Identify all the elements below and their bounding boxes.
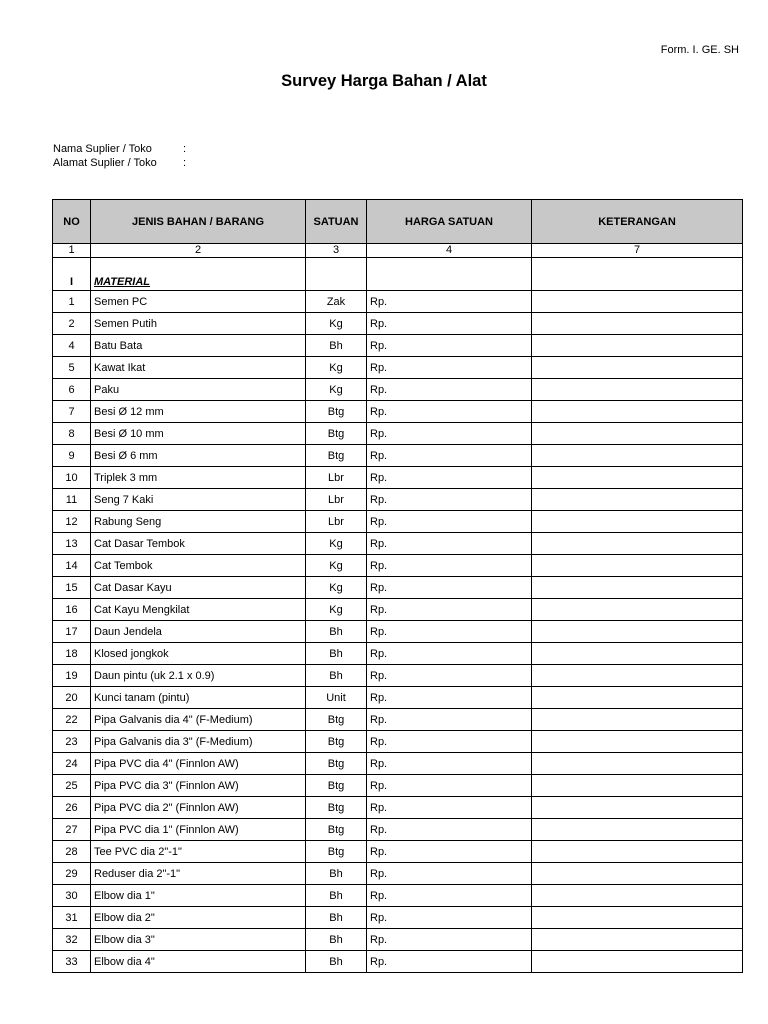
row-number: 16 bbox=[53, 599, 91, 621]
row-unit: Kg bbox=[306, 357, 367, 379]
supplier-address-separator: : bbox=[183, 157, 187, 169]
row-price: Rp. bbox=[367, 533, 532, 555]
table-row bbox=[53, 775, 743, 797]
row-item-name: Daun pintu (uk 2.1 x 0.9) bbox=[91, 665, 306, 687]
row-item-name: Semen Putih bbox=[91, 313, 306, 335]
row-number: 31 bbox=[53, 907, 91, 929]
row-unit: Kg bbox=[306, 577, 367, 599]
table-row bbox=[53, 665, 743, 687]
table-row bbox=[53, 489, 743, 511]
section-name-cell bbox=[91, 258, 306, 291]
row-item-name: Elbow dia 2" bbox=[91, 907, 306, 929]
row-number: 30 bbox=[53, 885, 91, 907]
row-price: Rp. bbox=[367, 687, 532, 709]
row-price: Rp. bbox=[367, 797, 532, 819]
row-price: Rp. bbox=[367, 577, 532, 599]
row-price: Rp. bbox=[367, 841, 532, 863]
header-no: NO bbox=[53, 200, 91, 244]
supplier-name-separator: : bbox=[183, 143, 187, 155]
row-number: 19 bbox=[53, 665, 91, 687]
section-unit-cell bbox=[306, 258, 367, 291]
row-unit: Kg bbox=[306, 379, 367, 401]
row-unit: Bh bbox=[306, 621, 367, 643]
row-notes bbox=[532, 511, 743, 533]
row-number: 20 bbox=[53, 687, 91, 709]
row-notes bbox=[532, 401, 743, 423]
row-item-name: Pipa Galvanis dia 3" (F-Medium) bbox=[91, 731, 306, 753]
row-notes bbox=[532, 335, 743, 357]
row-number: 28 bbox=[53, 841, 91, 863]
row-price: Rp. bbox=[367, 489, 532, 511]
table-row bbox=[53, 511, 743, 533]
row-notes bbox=[532, 379, 743, 401]
row-unit: Bh bbox=[306, 951, 367, 973]
row-unit: Lbr bbox=[306, 467, 367, 489]
table-row bbox=[53, 687, 743, 709]
row-item-name: Besi Ø 12 mm bbox=[91, 401, 306, 423]
row-unit: Kg bbox=[306, 313, 367, 335]
row-item-name: Seng 7 Kaki bbox=[91, 489, 306, 511]
row-item-name: Elbow dia 1" bbox=[91, 885, 306, 907]
row-unit: Kg bbox=[306, 533, 367, 555]
row-number: 9 bbox=[53, 445, 91, 467]
row-notes bbox=[532, 907, 743, 929]
row-item-name: Besi Ø 6 mm bbox=[91, 445, 306, 467]
row-unit: Btg bbox=[306, 423, 367, 445]
table-row bbox=[53, 313, 743, 335]
row-number: 10 bbox=[53, 467, 91, 489]
header-row bbox=[53, 200, 743, 244]
row-notes bbox=[532, 423, 743, 445]
header-item: JENIS BAHAN / BARANG bbox=[91, 200, 306, 244]
row-number: 33 bbox=[53, 951, 91, 973]
row-unit: Bh bbox=[306, 863, 367, 885]
row-price: Rp. bbox=[367, 863, 532, 885]
row-price: Rp. bbox=[367, 951, 532, 973]
row-number: 29 bbox=[53, 863, 91, 885]
row-unit: Bh bbox=[306, 665, 367, 687]
row-price: Rp. bbox=[367, 665, 532, 687]
row-unit: Unit bbox=[306, 687, 367, 709]
supplier-name-field bbox=[53, 143, 186, 155]
row-price: Rp. bbox=[367, 709, 532, 731]
section-name: MATERIAL bbox=[94, 276, 151, 288]
row-item-name: Paku bbox=[91, 379, 306, 401]
row-price: Rp. bbox=[367, 357, 532, 379]
row-number: 23 bbox=[53, 731, 91, 753]
row-number: 1 bbox=[53, 291, 91, 313]
row-unit: Zak bbox=[306, 291, 367, 313]
column-number: 1 bbox=[53, 244, 91, 258]
row-item-name: Besi Ø 10 mm bbox=[91, 423, 306, 445]
row-notes bbox=[532, 929, 743, 951]
row-number: 18 bbox=[53, 643, 91, 665]
table-row bbox=[53, 819, 743, 841]
table-row bbox=[53, 467, 743, 489]
supplier-address-label: Alamat Suplier / Toko bbox=[53, 157, 157, 169]
row-price: Rp. bbox=[367, 379, 532, 401]
row-item-name: Klosed jongkok bbox=[91, 643, 306, 665]
row-unit: Bh bbox=[306, 907, 367, 929]
row-unit: Kg bbox=[306, 599, 367, 621]
table-row bbox=[53, 555, 743, 577]
row-number: 6 bbox=[53, 379, 91, 401]
row-unit: Btg bbox=[306, 445, 367, 467]
row-item-name: Tee PVC dia 2"-1" bbox=[91, 841, 306, 863]
table-row bbox=[53, 907, 743, 929]
row-item-name: Semen PC bbox=[91, 291, 306, 313]
row-notes bbox=[532, 841, 743, 863]
row-number: 8 bbox=[53, 423, 91, 445]
row-item-name: Cat Dasar Tembok bbox=[91, 533, 306, 555]
row-price: Rp. bbox=[367, 467, 532, 489]
table-row bbox=[53, 797, 743, 819]
row-number: 15 bbox=[53, 577, 91, 599]
header-unit: SATUAN bbox=[306, 200, 367, 244]
row-unit: Bh bbox=[306, 885, 367, 907]
row-item-name: Rabung Seng bbox=[91, 511, 306, 533]
row-notes bbox=[532, 665, 743, 687]
row-notes bbox=[532, 555, 743, 577]
table-row bbox=[53, 951, 743, 973]
row-price: Rp. bbox=[367, 445, 532, 467]
row-item-name: Elbow dia 4" bbox=[91, 951, 306, 973]
row-number: 14 bbox=[53, 555, 91, 577]
row-notes bbox=[532, 885, 743, 907]
row-number: 27 bbox=[53, 819, 91, 841]
supplier-name-label: Nama Suplier / Toko bbox=[53, 143, 152, 155]
row-notes bbox=[532, 731, 743, 753]
column-number: 2 bbox=[91, 244, 306, 258]
row-unit: Kg bbox=[306, 555, 367, 577]
row-item-name: Cat Dasar Kayu bbox=[91, 577, 306, 599]
row-unit: Btg bbox=[306, 401, 367, 423]
row-item-name: Daun Jendela bbox=[91, 621, 306, 643]
row-number: 32 bbox=[53, 929, 91, 951]
row-number: 17 bbox=[53, 621, 91, 643]
section-row bbox=[53, 258, 743, 291]
row-notes bbox=[532, 621, 743, 643]
row-item-name: Kawat Ikat bbox=[91, 357, 306, 379]
table-row bbox=[53, 643, 743, 665]
row-unit: Btg bbox=[306, 819, 367, 841]
table-row bbox=[53, 599, 743, 621]
row-notes bbox=[532, 797, 743, 819]
table-row bbox=[53, 401, 743, 423]
row-notes bbox=[532, 643, 743, 665]
row-price: Rp. bbox=[367, 621, 532, 643]
table-row bbox=[53, 577, 743, 599]
row-notes bbox=[532, 577, 743, 599]
table-row bbox=[53, 731, 743, 753]
column-number: 3 bbox=[306, 244, 367, 258]
row-price: Rp. bbox=[367, 929, 532, 951]
row-item-name: Cat Kayu Mengkilat bbox=[91, 599, 306, 621]
row-number: 26 bbox=[53, 797, 91, 819]
row-unit: Btg bbox=[306, 797, 367, 819]
section-number: I bbox=[53, 258, 91, 291]
table-row bbox=[53, 929, 743, 951]
page-title: Survey Harga Bahan / Alat bbox=[281, 72, 487, 90]
row-unit: Lbr bbox=[306, 489, 367, 511]
form-code: Form. I. GE. SH bbox=[660, 44, 739, 56]
table-row bbox=[53, 533, 743, 555]
row-notes bbox=[532, 489, 743, 511]
row-price: Rp. bbox=[367, 753, 532, 775]
row-price: Rp. bbox=[367, 313, 532, 335]
row-notes bbox=[532, 951, 743, 973]
section-notes-cell bbox=[532, 258, 743, 291]
row-unit: Bh bbox=[306, 643, 367, 665]
row-unit: Bh bbox=[306, 335, 367, 357]
row-price: Rp. bbox=[367, 555, 532, 577]
header-notes: KETERANGAN bbox=[532, 200, 743, 244]
row-price: Rp. bbox=[367, 335, 532, 357]
row-notes bbox=[532, 291, 743, 313]
row-notes bbox=[532, 753, 743, 775]
row-number: 2 bbox=[53, 313, 91, 335]
row-notes bbox=[532, 687, 743, 709]
row-number: 24 bbox=[53, 753, 91, 775]
row-price: Rp. bbox=[367, 731, 532, 753]
row-item-name: Cat Tembok bbox=[91, 555, 306, 577]
row-number: 7 bbox=[53, 401, 91, 423]
table-row bbox=[53, 753, 743, 775]
row-item-name: Triplek 3 mm bbox=[91, 467, 306, 489]
row-price: Rp. bbox=[367, 907, 532, 929]
row-unit: Btg bbox=[306, 753, 367, 775]
row-number: 22 bbox=[53, 709, 91, 731]
row-notes bbox=[532, 863, 743, 885]
row-price: Rp. bbox=[367, 423, 532, 445]
row-price: Rp. bbox=[367, 599, 532, 621]
row-notes bbox=[532, 357, 743, 379]
table-row bbox=[53, 863, 743, 885]
row-item-name: Elbow dia 3" bbox=[91, 929, 306, 951]
section-price-cell bbox=[367, 258, 532, 291]
row-price: Rp. bbox=[367, 819, 532, 841]
row-notes bbox=[532, 599, 743, 621]
row-unit: Lbr bbox=[306, 511, 367, 533]
row-item-name: Kunci tanam (pintu) bbox=[91, 687, 306, 709]
table-row bbox=[53, 357, 743, 379]
row-item-name: Pipa PVC dia 2" (Finnlon AW) bbox=[91, 797, 306, 819]
row-number: 12 bbox=[53, 511, 91, 533]
row-item-name: Pipa PVC dia 3" (Finnlon AW) bbox=[91, 775, 306, 797]
row-unit: Btg bbox=[306, 775, 367, 797]
row-price: Rp. bbox=[367, 291, 532, 313]
row-price: Rp. bbox=[367, 775, 532, 797]
survey-table bbox=[52, 199, 743, 973]
row-number: 5 bbox=[53, 357, 91, 379]
row-number: 25 bbox=[53, 775, 91, 797]
row-unit: Btg bbox=[306, 731, 367, 753]
supplier-address-field bbox=[53, 157, 186, 169]
row-item-name: Reduser dia 2"-1" bbox=[91, 863, 306, 885]
row-notes bbox=[532, 819, 743, 841]
row-notes bbox=[532, 533, 743, 555]
row-price: Rp. bbox=[367, 885, 532, 907]
row-number: 4 bbox=[53, 335, 91, 357]
row-notes bbox=[532, 709, 743, 731]
row-price: Rp. bbox=[367, 643, 532, 665]
row-item-name: Batu Bata bbox=[91, 335, 306, 357]
row-item-name: Pipa PVC dia 1" (Finnlon AW) bbox=[91, 819, 306, 841]
row-notes bbox=[532, 445, 743, 467]
table-row bbox=[53, 709, 743, 731]
column-number: 7 bbox=[532, 244, 743, 258]
row-unit: Btg bbox=[306, 709, 367, 731]
row-item-name: Pipa PVC dia 4" (Finnlon AW) bbox=[91, 753, 306, 775]
table-row bbox=[53, 621, 743, 643]
row-notes bbox=[532, 313, 743, 335]
table-row bbox=[53, 885, 743, 907]
table-row bbox=[53, 379, 743, 401]
row-unit: Bh bbox=[306, 929, 367, 951]
table-row bbox=[53, 841, 743, 863]
column-number: 4 bbox=[367, 244, 532, 258]
row-notes bbox=[532, 775, 743, 797]
header-price: HARGA SATUAN bbox=[367, 200, 532, 244]
row-number: 11 bbox=[53, 489, 91, 511]
row-price: Rp. bbox=[367, 401, 532, 423]
row-unit: Btg bbox=[306, 841, 367, 863]
table-row bbox=[53, 291, 743, 313]
row-notes bbox=[532, 467, 743, 489]
table-row bbox=[53, 445, 743, 467]
row-number: 13 bbox=[53, 533, 91, 555]
column-number-row bbox=[53, 244, 743, 258]
row-price: Rp. bbox=[367, 511, 532, 533]
table-row bbox=[53, 335, 743, 357]
table-row bbox=[53, 423, 743, 445]
row-item-name: Pipa Galvanis dia 4" (F-Medium) bbox=[91, 709, 306, 731]
